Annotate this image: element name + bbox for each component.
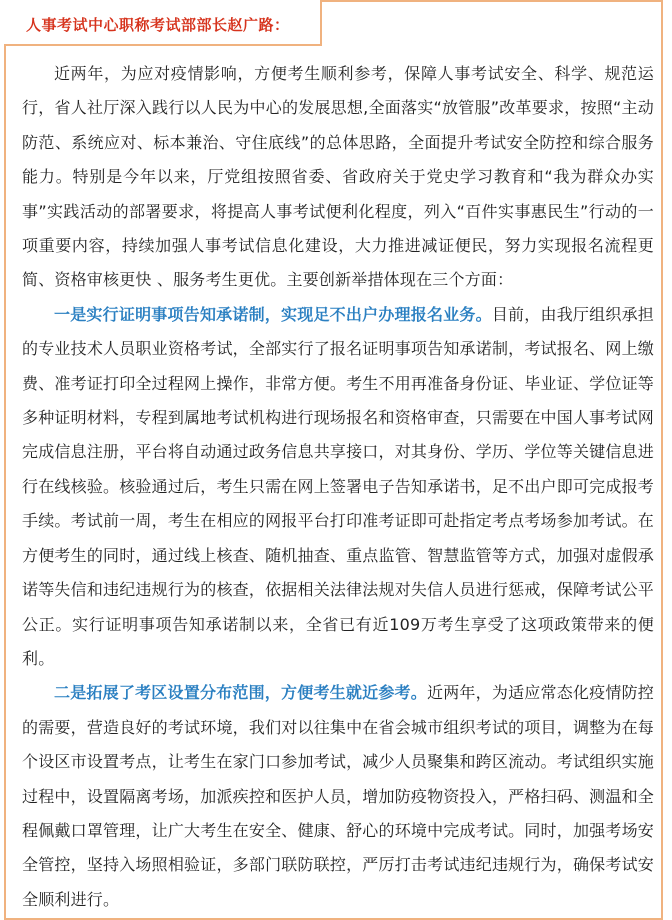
paragraph-lead: 二是拓展了考区设置分布范围，方便考生就近参考。 <box>54 683 427 703</box>
measure-two-paragraph <box>22 676 654 917</box>
paragraph-lead: 一是实行证明事项告知承诺制，实现足不出户办理报名业务。 <box>54 304 492 324</box>
measure-one-paragraph <box>22 298 654 676</box>
article-body <box>22 57 654 917</box>
paragraph-text: 目前，由我厅组织承担的专业技术人员职业资格考试，全部实行了报名证明事项告知承诺制，考试报名、网上缴费、准考证打印全过程网上操作，非常方便。考生不用再准备身份证、毕业证、学位证等多种证明材料，专程到属地考试机构进行现场报名和资格审查，只需要在中国人事考试网完成信息注册，平台将自动通过政务信息共享接口，对其身份、学历、学位等关键信息进行在线核验。核验通过后，考生只需在网上签署电子告知承诺书，足不出户即可完成报考手续。考试前一周，考生在相应的网报平台打印准考证即可赴指定考点考场参加考试。在方便考生的同时，通过线上核查、随机抽查、重点监管、智慧监管等方式，加强对虚假承诺等失信和违纪违规行为的核查，依据相关法律法规对失信人员进行惩戒，保障考试公平公正。实行证明事项告知承诺制以来，全省已有近109万考生享受了这项政策带来的便利。 <box>22 304 654 668</box>
paragraph-text: 近两年，为适应常态化疫情防控的需要，营造良好的考试环境，我们对以往集中在省会城市组织考试的项目，调整为在每个设区市设置考点，让考生在家门口参加考试，减少人员聚集和跨区流动。考试组织实施过程中，设置隔离考场，加派疾控和医护人员，增加防疫物资投入，严格扫码、测温和全程佩戴口罩管理，让广大考生在安全、健康、舒心的环境中完成考试。同时，加强考场安全管控，坚持入场照相验证，多部门联防联控，严厉打击考试违纪违规行为，确保考试安全顺利进行。 <box>22 683 654 909</box>
title-tab <box>4 0 322 46</box>
paragraph-text: 近两年，为应对疫情影响，方便考生顺利参考，保障人事考试安全、科学、规范运行，省人社厅深入践行以人民为中心的发展思想,全面落实“放管服”改革要求，按照“主动防范、系统应对、标本兼治、守住底线”的总体思路，全面提升考试安全防控和综合服务能力。特别是今年以来，厅党组按照省委、省政府关于党史学习教育和“我为群众办实事”实践活动的部署要求，将提高人事考试便利化程度，列入“百件实事惠民生”行动的一项重要内容，持续加强人事考试信息化建设，大力推进减证便民，努力实现报名流程更简、资格审核更快 、服务考生更优。主要创新举措体现在三个方面： <box>22 64 654 290</box>
page-title: 人事考试中心职称考试部部长赵广路： <box>26 16 290 34</box>
intro-paragraph <box>22 57 654 298</box>
